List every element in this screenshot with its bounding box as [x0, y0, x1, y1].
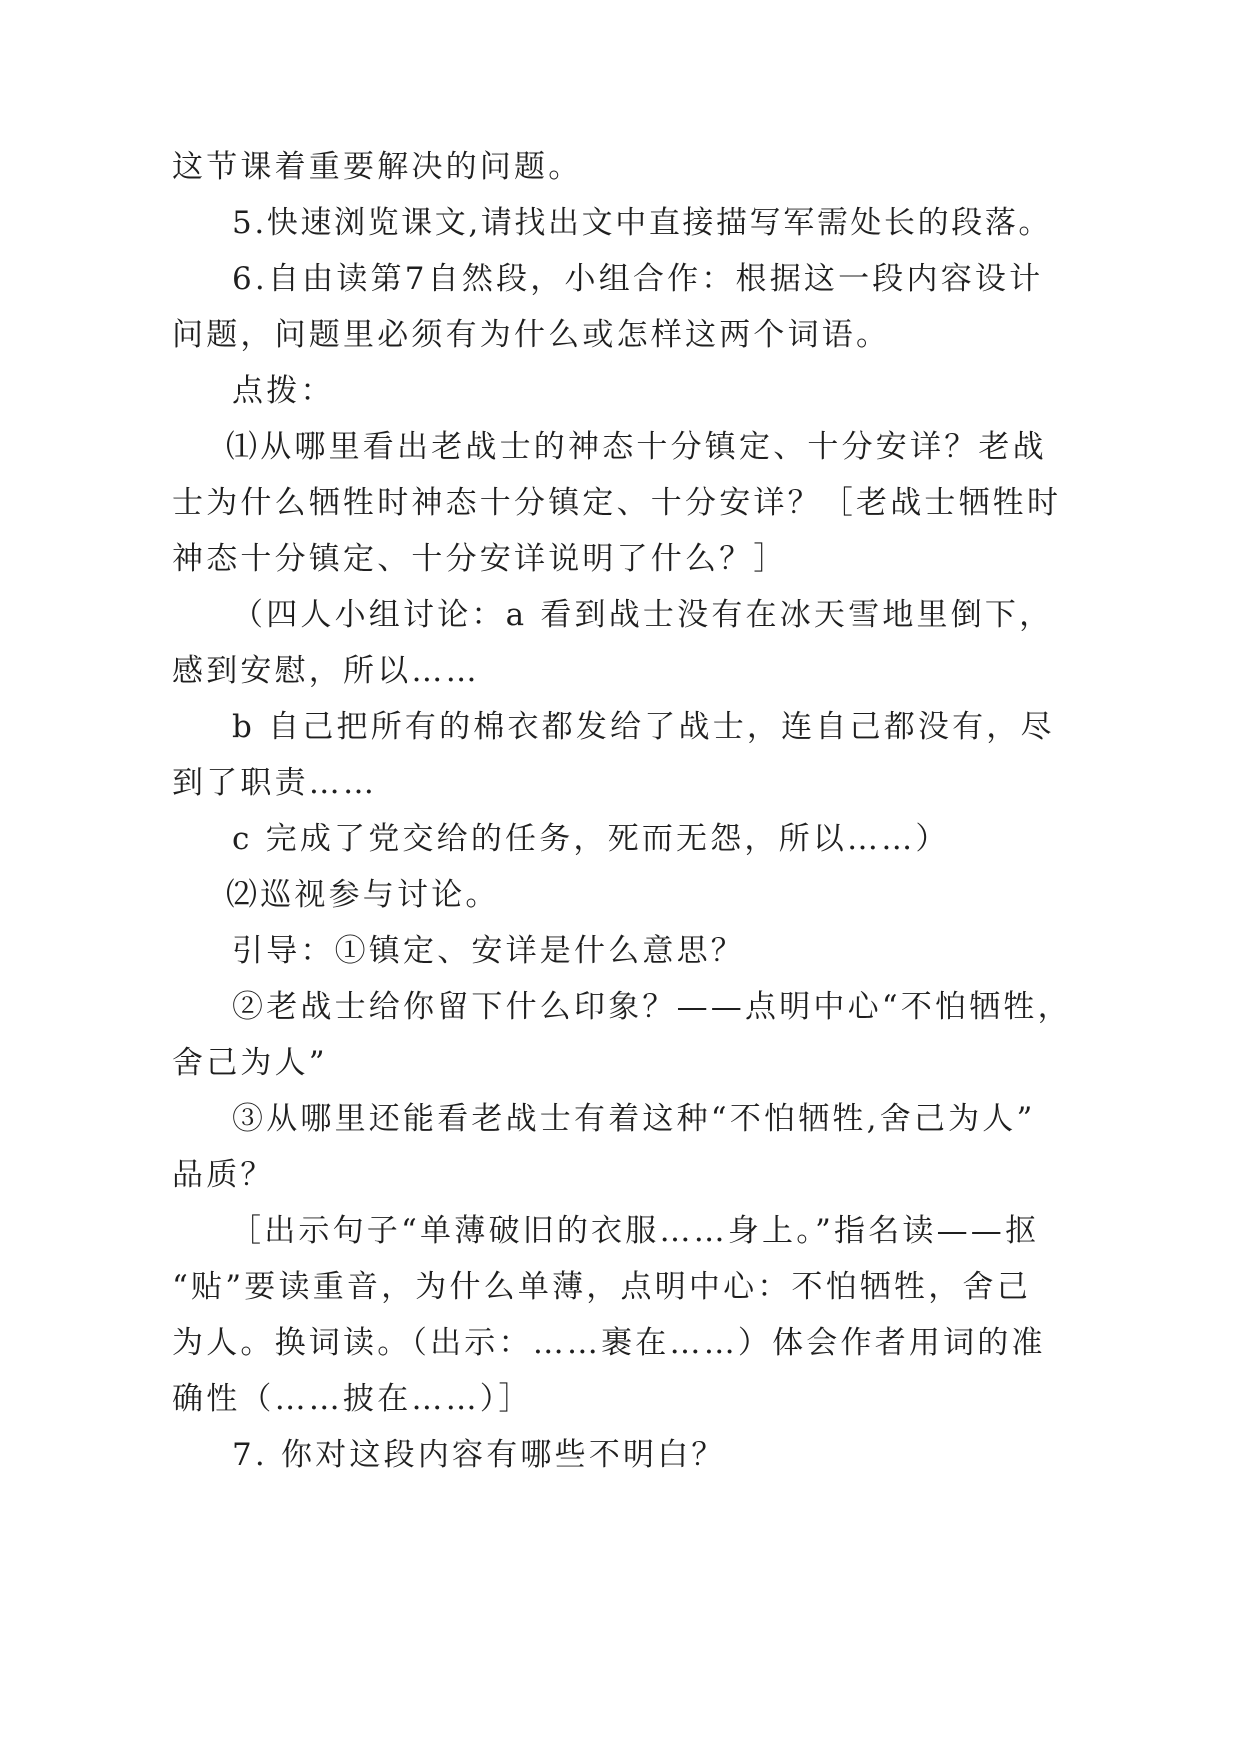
text-line: 5.快速浏览课文,请找出文中直接描写军需处长的段落。: [232, 205, 1053, 241]
text-line: ③从哪里还能看老战士有着这种“不怕牺牲,舍己为人”: [232, 1101, 1036, 1137]
text-line: 为人。换词读。（出示：……裹在……）体会作者用词的准: [172, 1325, 1046, 1361]
text-line: “贴”要读重音，为什么单薄，点明中心：不怕牺牲，舍己: [172, 1269, 1031, 1305]
text-line: 确性（……披在……）］: [172, 1381, 533, 1417]
text-line: 引导：①镇定、安详是什么意思？: [232, 933, 745, 969]
text-line: 士为什么牺牲时神态十分镇定、十分安详？［老战士牺牲时: [172, 485, 1062, 521]
text-line: 7. 你对这段内容有哪些不明白？: [232, 1437, 726, 1473]
text-line: ⑴从哪里看出老战士的神态十分镇定、十分安详？老战: [226, 429, 1047, 465]
text-line: ［出示句子“单薄破旧的衣服……身上。”指名读——抠: [230, 1213, 1040, 1249]
text-line: 点拨：: [232, 373, 335, 409]
text-line: （四人小组讨论：a 看到战士没有在冰天雪地里倒下，: [232, 597, 1054, 633]
text-line: ②老战士给你留下什么印象？——点明中心“不怕牺牲，: [232, 989, 1072, 1025]
text-line: 问题，问题里必须有为什么或怎样这两个词语。: [172, 317, 891, 353]
text-line: 这节课着重要解决的问题。: [172, 149, 583, 185]
text-line: 6.自由读第7自然段，小组合作：根据这一段内容设计: [232, 261, 1044, 297]
text-line: 到了职责……: [172, 765, 378, 801]
text-line: 感到安慰，所以……: [172, 653, 480, 689]
text-line: 品质？: [172, 1157, 275, 1193]
text-line: 神态十分镇定、十分安详说明了什么？］: [172, 541, 788, 577]
text-line: 舍己为人”: [172, 1045, 328, 1081]
text-line: c 完成了党交给的任务，死而无怨，所以……）: [232, 821, 950, 857]
text-line: b 自己把所有的棉衣都发给了战士，连自己都没有，尽: [232, 709, 1055, 745]
text-line: ⑵巡视参与讨论。: [226, 877, 500, 913]
